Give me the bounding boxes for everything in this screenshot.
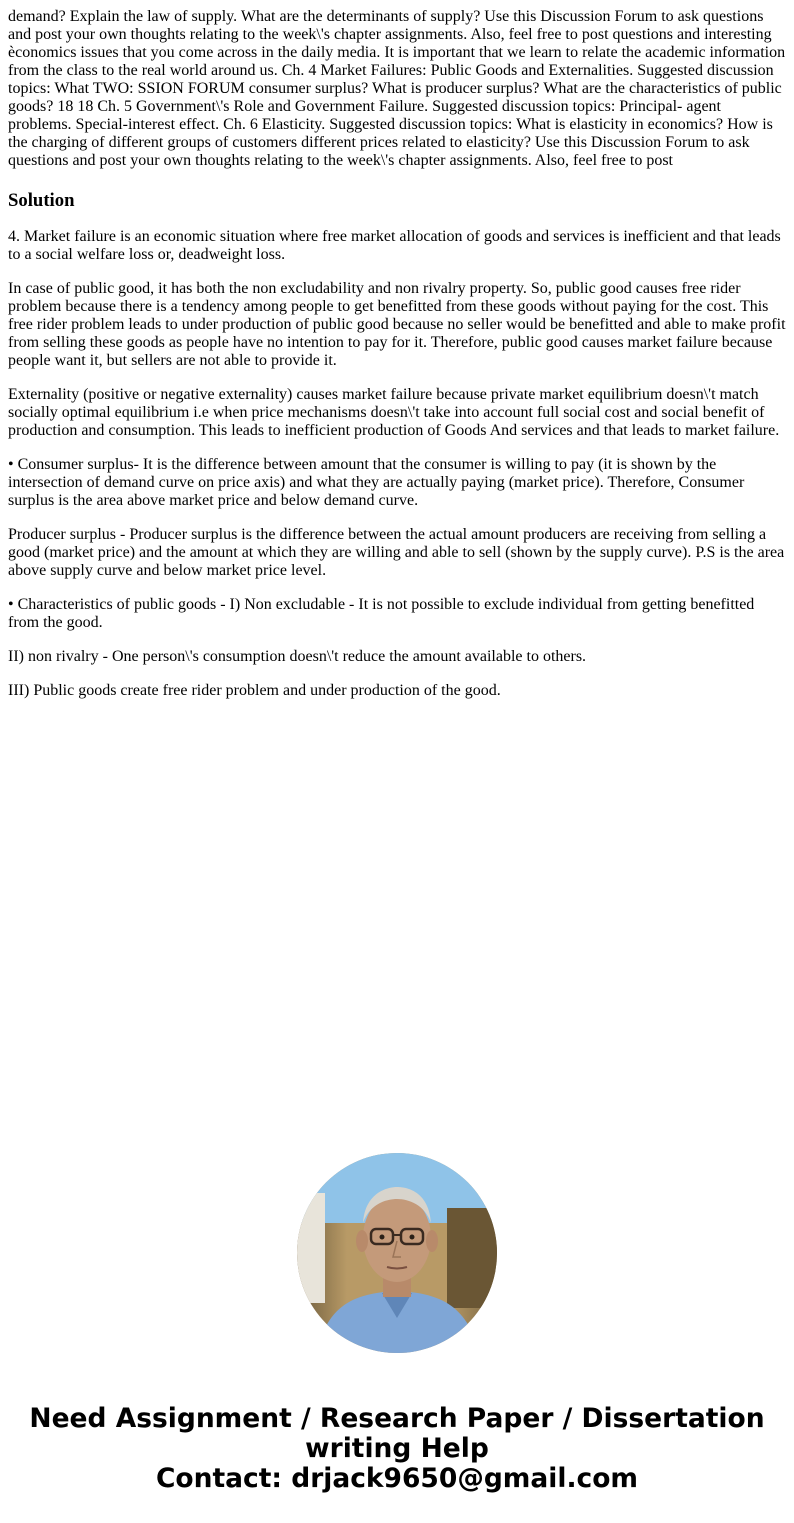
solution-paragraph-5: Producer surplus - Producer surplus is the difference between the actual amount producers are receiving from selling a good (market price) and the amount at which they are willing and able to sell (shown by the supply curve). P.S is the area above supply curve and below market price level. (8, 526, 785, 579)
solution-paragraph-1: 4. Market failure is an economic situation where free market allocation of goods and services is inefficient and that leads to a social welfare loss or, deadweight loss. (8, 228, 781, 263)
document-body (8, 8, 788, 716)
author-portrait-image (297, 1153, 497, 1353)
solution-paragraph-4: • Consumer surplus- It is the difference between amount that the consumer is willing to pay (it is shown by the intersection of demand curve on price axis) and what they are actually paying (market price). Therefore, Consumer surplus is the area above market price and below demand curve. (8, 456, 745, 509)
promo-line-1: Need Assignment / Research Paper / Dissertation (29, 1403, 765, 1434)
promo-line-2: writing Help (305, 1433, 489, 1464)
solution-paragraph-7: II) non rivalry - One person\'s consumption doesn\'t reduce the amount available to others. (8, 648, 587, 665)
solution-paragraph-6: • Characteristics of public goods - I) Non excludable - It is not possible to exclude individual from getting benefitted from the good. (8, 596, 755, 631)
author-avatar (297, 1153, 497, 1353)
solution-paragraph-3: Externality (positive or negative externality) causes market failure because private market equilibrium doesn\'t match socially optimal equilibrium i.e when price mechanisms doesn\'t take into account full social cost and social benefit of production and consumption. This leads to inefficient production of Goods And services and that leads to market failure. (8, 386, 780, 439)
solution-paragraph-2: In case of public good, it has both the non excludability and non rivalry property. So, public good causes free rider problem because there is a tendency among people to get benefitted from these goods without paying for the cost. This free rider problem leads to under production of public good because no seller would be benefitted and able to make profit from selling these goods as people have no intention to pay for it. Therefore, public good causes market failure because people want it, but sellers are not able to provide it. (8, 280, 786, 369)
solution-heading: Solution (8, 190, 75, 211)
solution-paragraph-8: III) Public goods create free rider problem and under production of the good. (8, 682, 501, 699)
promo-banner (0, 1404, 794, 1494)
question-text: demand? Explain the law of supply. What are the determinants of supply? Use this Discussion Forum to ask questions and post your own thoughts relating to the week\'s chapter assignments. Also, feel free to post questions and interesting èconomics issues that you come across in the daily media. It is important that we learn to relate the academic information from the class to the real world around us. Ch. 4 Market Failures: Public Goods and Externalities. Suggested discussion topics: What TWO: SSION FORUM consumer surplus? What is producer surplus? What are the characteristics of public goods? 18 18 Ch. 5 Government\'s Role and Government Failure. Suggested discussion topics: Principal- agent problems. Special-interest effect. Ch. 6 Elasticity. Suggested discussion topics: What is elasticity in economics? How is the charging of different groups of customers different prices related to elasticity? Use this Discussion Forum to ask questions and post your own thoughts relating to the week\'s chapter assignments. Also, feel free to post (8, 8, 786, 169)
promo-contact: Contact: drjack9650@gmail.com (155, 1463, 639, 1494)
